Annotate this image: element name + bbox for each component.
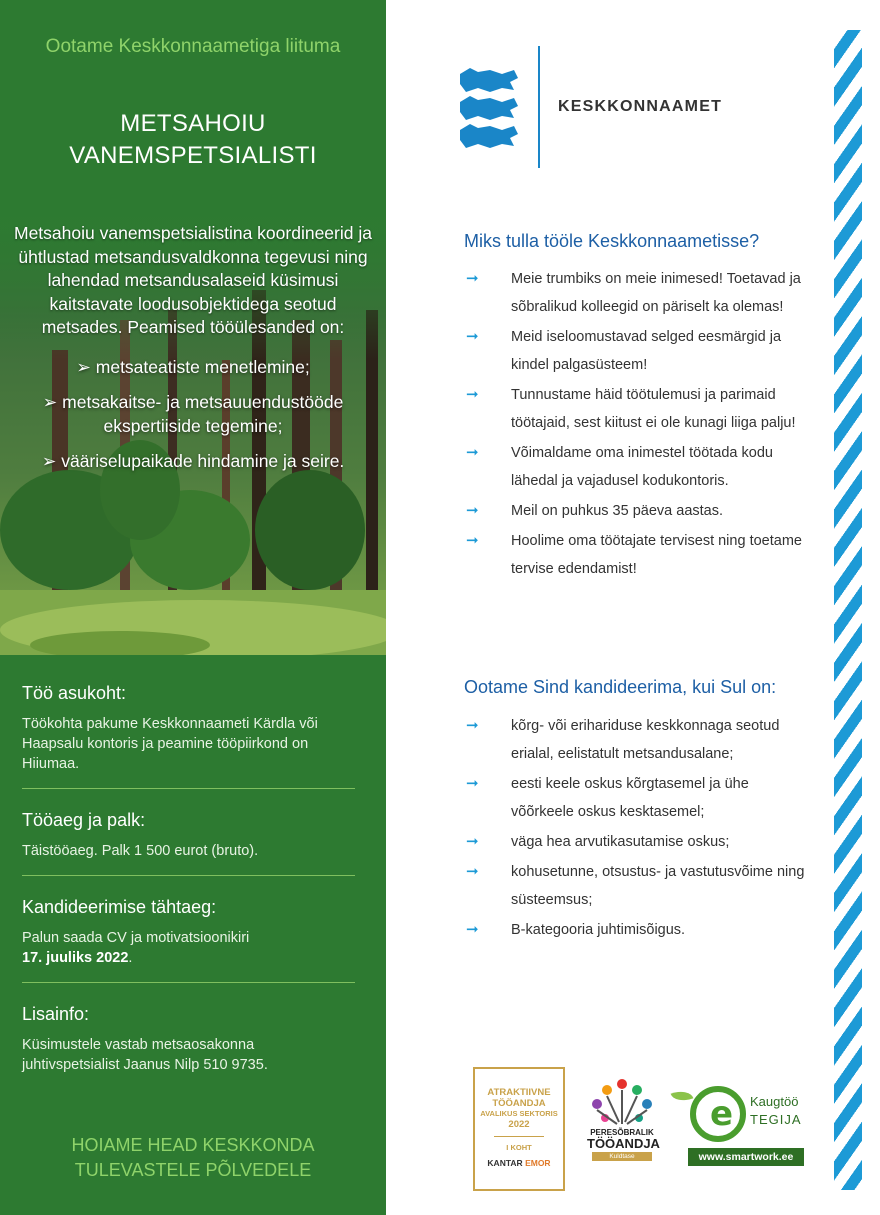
logo-divider	[538, 46, 540, 168]
contact-text: Küsimustele vastab metsaosakonna juhtivspetsialist Jaanus Nilp 510 9735.	[22, 1037, 268, 1073]
leaf-icon	[671, 1087, 694, 1105]
location-heading: Töö asukoht:	[22, 683, 127, 703]
requirement-item: ➞ kohusetunne, otsustus- ja vastutusvõime ning süsteemsus;	[466, 858, 806, 914]
organization-logo-text: KESKKONNAAMET	[558, 98, 723, 115]
deadline-block	[22, 897, 355, 983]
info-section	[22, 683, 355, 1110]
deadline-intro: Palun saada CV ja motivatsioonikiri	[22, 930, 250, 946]
decorative-stripe	[834, 30, 862, 1190]
job-intro: Metsahoiu vanemspetsialistina koordineerid ja ühtlustad metsandusvaldkonna tegevusi ning lahendad metsandusalaseid küsimusi kaitstavate loodusobjektidega seotud metsades. Peamised tööülesanded on:	[14, 223, 372, 337]
arrow-right-icon: ➞	[466, 775, 479, 792]
family-friendly-employer-badge: PERESÕBRALIK TÖÖANDJA Kuldtase	[587, 1076, 657, 1172]
location-text: Töökohta pakume Keskkonnaameti Kärdla või Haapsalu kontoris ja peamine tööpiirkond on Hiiumaa.	[22, 716, 318, 772]
deadline-heading: Kandideerimise tähtaeg:	[22, 897, 217, 917]
arrow-right-icon: ➞	[466, 270, 479, 287]
job-title-line2: VANEMSPETSIALISTI	[69, 142, 317, 169]
contact-heading: Lisainfo:	[22, 1004, 90, 1024]
contact-block	[22, 1004, 355, 1089]
deadline-date: 17. juuliks 2022	[22, 950, 129, 966]
why-item: ➞ Meid iseloomustavad selged eesmärgid ja kindel palgasüsteem!	[466, 323, 806, 379]
why-heading: Miks tulla tööle Keskkonnaametisse?	[464, 231, 760, 251]
task-list	[0, 356, 386, 474]
why-item: ➞ Võimaldame oma inimestel töötada kodu lähedal ja vajadusel kodukontoris.	[466, 439, 806, 495]
joining-text: Ootame Keskkonnaametiga liituma	[45, 36, 341, 57]
arrow-right-icon: ➞	[466, 328, 479, 345]
why-item: ➞ Meil on puhkus 35 päeva aastas.	[466, 497, 806, 525]
salary-text: Täistööaeg. Palk 1 500 eurot (bruto).	[22, 843, 259, 859]
arrow-right-icon: ➞	[466, 502, 479, 519]
job-title-line1: METSAHOIU	[120, 110, 266, 137]
smartwork-link[interactable]: www.smartwork.ee	[688, 1148, 804, 1166]
requirement-item: ➞ väga hea arvutikasutamise oskus;	[466, 828, 806, 856]
arrow-right-icon: ➞	[466, 386, 479, 403]
deadline-period: .	[128, 950, 133, 966]
slogan	[0, 1133, 386, 1183]
slogan-line2: TULEVASTELE PÕLVEDELE	[74, 1160, 312, 1180]
people-circle-icon	[587, 1076, 657, 1128]
arrow-right-icon: ➞	[466, 863, 479, 880]
three-lions-coat-of-arms-icon	[456, 66, 520, 154]
requirement-item: ➞ B-kategooria juhtimisõigus.	[466, 916, 806, 944]
location-block	[22, 683, 355, 789]
requirements-list	[466, 712, 806, 946]
requirement-item: ➞ eesti keele oskus kõrgtasemel ja ühe võõrkeele oskus kesktasemel;	[466, 770, 806, 826]
arrow-right-icon: ➞	[466, 833, 479, 850]
slogan-line1: HOIAME HEAD KESKKONDA	[71, 1135, 315, 1155]
why-item: ➞ Tunnustame häid töötulemusi ja parimaid töötajaid, sest kiitust ei ole kunagi liiga palju!	[466, 381, 806, 437]
task-item: ➢ metsakaitse- ja metsauuendustööde ekspertiiside tegemine;	[42, 392, 344, 436]
salary-heading: Tööaeg ja palk:	[22, 810, 146, 830]
why-list	[466, 265, 806, 585]
why-item: ➞ Hoolime oma töötajate tervisest ning toetame tervise edendamist!	[466, 527, 806, 583]
requirements-heading: Ootame Sind kandideerima, kui Sul on:	[464, 677, 777, 697]
arrow-right-icon: ➞	[466, 444, 479, 461]
requirement-item: ➞ kõrg- või erihariduse keskkonnaga seotud erialal, eelistatult metsandusalane;	[466, 712, 806, 768]
task-item: ➢ metsateatiste menetlemine;	[76, 356, 310, 377]
why-item: ➞ Meie trumbiks on meie inimesed! Toetavad ja sõbralikud kolleegid on päriselt ka olemas!	[466, 265, 806, 321]
arrow-right-icon: ➞	[466, 717, 479, 734]
e-letter-icon: e	[690, 1086, 746, 1142]
arrow-right-icon: ➞	[466, 532, 479, 549]
task-item: ➢ vääriselupaikade hindamine ja seire.	[41, 451, 345, 471]
remote-work-badge: e Kaugtöö TEGIJA www.smartwork.ee	[672, 1080, 812, 1170]
deadline-text	[22, 928, 355, 968]
job-title	[0, 108, 386, 172]
salary-block	[22, 810, 355, 876]
left-panel	[0, 0, 386, 1215]
arrow-right-icon: ➞	[466, 921, 479, 938]
attractive-employer-badge: ATRAKTIIVNE TÖÖANDJA AVALIKUS SEKTORIS 2022 I KOHT KANTAR EMOR	[473, 1067, 565, 1191]
